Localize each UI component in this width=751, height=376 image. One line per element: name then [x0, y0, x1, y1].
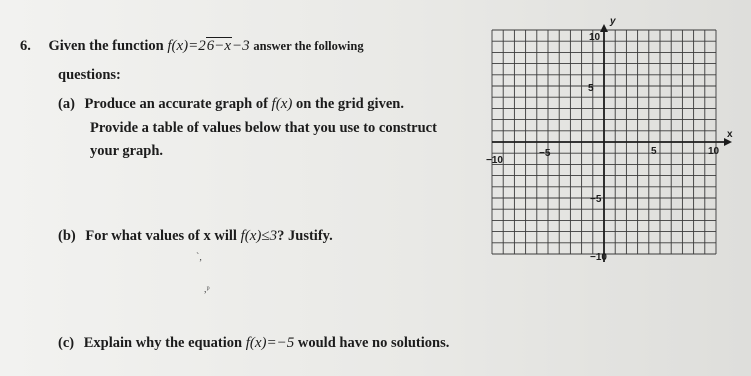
y-axis-label: y: [610, 16, 616, 27]
tick-label-x-5: 5: [651, 146, 657, 157]
part-a-label: (a): [58, 96, 75, 112]
tick-label-y-5: 5: [588, 83, 594, 94]
part-c-math: f(x)=−5: [245, 335, 295, 351]
tick-label-y-neg5: −5: [590, 194, 602, 205]
problem-intro-tail: answer the following: [253, 39, 364, 53]
part-a-math: f(x): [271, 96, 293, 112]
problem-statement: [20, 38, 364, 55]
y-axis-arrow-icon: [600, 24, 608, 32]
part-b-math: f(x)≤3: [240, 228, 278, 244]
axes: [492, 24, 732, 262]
problem-intro-line2: questions:: [58, 67, 121, 83]
part-c-line: (c) Explain why the equation f(x)=−5 would have no solutions.: [58, 335, 450, 351]
tick-label-x-neg10: −10: [486, 155, 503, 166]
tick-label-y-neg10: −10: [590, 252, 607, 263]
part-b-label: (b): [58, 228, 76, 244]
pencil-mark: ,ᵖ: [204, 284, 210, 295]
part-a-line3: your graph.: [90, 143, 164, 159]
part-a-line2: Provide a table of values below that you use to construct: [90, 120, 437, 136]
part-c-label: (c): [58, 335, 75, 351]
tick-label-y-10: 10: [589, 32, 601, 43]
problem-intro-text: Given the function: [48, 38, 164, 54]
function-definition: f(x)=26−x−3: [167, 38, 250, 54]
pencil-mark: ˋ,: [196, 252, 202, 263]
sqrt-radicand: 6−x: [206, 38, 232, 54]
part-b-line: (b) For what values of x will f(x)≤3? Justify.: [58, 228, 333, 244]
tick-label-x-neg5: −5: [539, 148, 551, 159]
coordinate-grid: [486, 16, 738, 268]
part-a-line1: (a) Produce an accurate graph of f(x) on the grid given.: [58, 96, 404, 112]
tick-label-x-10: 10: [708, 146, 720, 157]
x-axis-label: x: [727, 129, 733, 140]
problem-number: 6.: [20, 38, 31, 54]
